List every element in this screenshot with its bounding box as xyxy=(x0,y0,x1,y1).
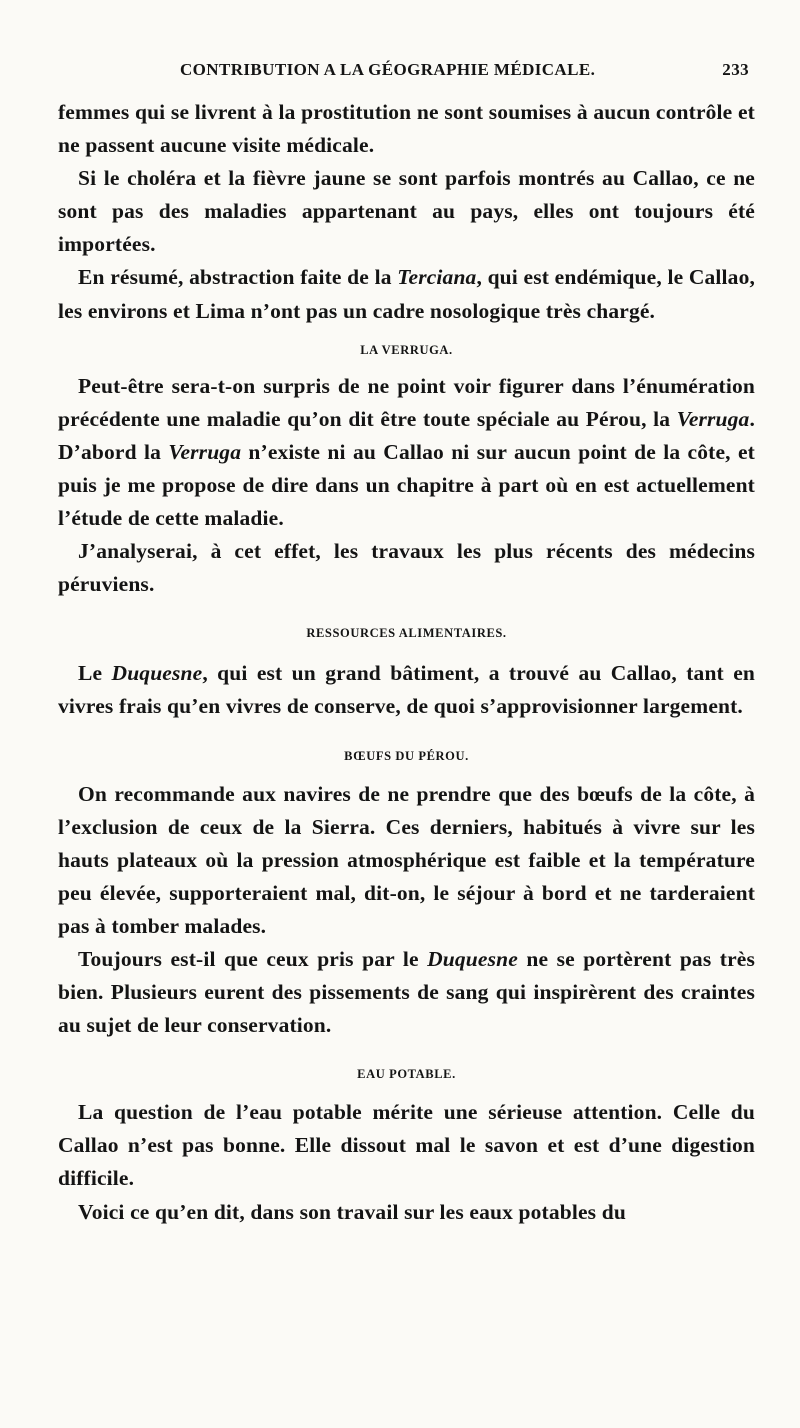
paragraph-boeufs: On recommande aux navires de ne prendre que des bœufs de la côte, à l’exclusion de ceux de la Sierra. Ces derniers, habitués à vivre sur les hauts plateaux où la pression atmosphérique est faible et la température peu élevée, supporteraient mal, dit-on, le séjour à bord et ne tarderaient pas à tomber malades. xyxy=(58,781,755,938)
page-number: 233 xyxy=(722,60,749,79)
body-text xyxy=(58,96,755,1229)
paragraph-analyse: J’analyserai, à cet effet, les travaux les plus récents des médecins péruviens. xyxy=(58,539,755,597)
section-heading-eau: EAU POTABLE. xyxy=(357,1067,456,1082)
paragraph-toujours: Toujours est-il que ceux pris par le Duquesne ne se portèrent pas très bien. Plusieurs eurent des pissements de sang qui inspirèrent des craintes au sujet de leur conservation. xyxy=(58,946,755,1038)
section-heading-boeufs: BŒUFS DU PÉROU. xyxy=(344,748,469,763)
section-heading-verruga: LA VERRUGA. xyxy=(360,342,453,357)
ship-name-duquesne: Duquesne xyxy=(111,661,203,686)
ship-name-duquesne-2: Duquesne xyxy=(427,946,518,971)
paragraph-verruga: Peut-être sera-t-on surpris de ne point voir figurer dans l’énumération précédente une maladie qu’on dit être toute spéciale au Pérou, la Verruga. D’abord la Verruga n’existe ni au Callao ni sur aucun point de la côte, et puis je me propose de dire dans un chapitre à part où en est actuellement l’étude de cette maladie. xyxy=(58,373,755,531)
term-verruga: Verruga xyxy=(676,406,750,431)
term-terciana: Terciana xyxy=(397,265,477,290)
running-title: CONTRIBUTION A LA GÉOGRAPHIE MÉDICALE. xyxy=(180,60,596,79)
paragraph-eau: La question de l’eau potable mérite une sérieuse attention. Celle du Callao n’est pas bonne. Elle dissout mal le savon et est d’une digestion difficile. xyxy=(58,1100,755,1191)
paragraph-duquesne: Le Duquesne, qui est un grand bâtiment, a trouvé au Callao, tant en vivres frais qu’en vivres de conserve, de quoi s’approvisionner largement. xyxy=(58,661,755,719)
running-header xyxy=(58,60,755,86)
paragraph-continuation: femmes qui se livrent à la prostitution ne sont soumises à aucun contrôle et ne passent aucune visite médicale. xyxy=(58,100,755,158)
section-heading-ressources: RESSOURCES ALIMENTAIRES. xyxy=(306,626,507,641)
paragraph-resume: En résumé, abstraction faite de la Terciana, qui est endémique, le Callao, les environs et Lima n’ont pas un cadre nosologique très chargé. xyxy=(58,265,756,323)
paragraph-cholera: Si le choléra et la fièvre jaune se sont parfois montrés au Callao, ce ne sont pas des maladies appartenant au pays, elles ont toujours été importées. xyxy=(58,166,755,257)
term-verruga-2: Verruga xyxy=(168,439,242,464)
paragraph-voici: Voici ce qu’en dit, dans son travail sur les eaux potables du xyxy=(78,1199,626,1224)
